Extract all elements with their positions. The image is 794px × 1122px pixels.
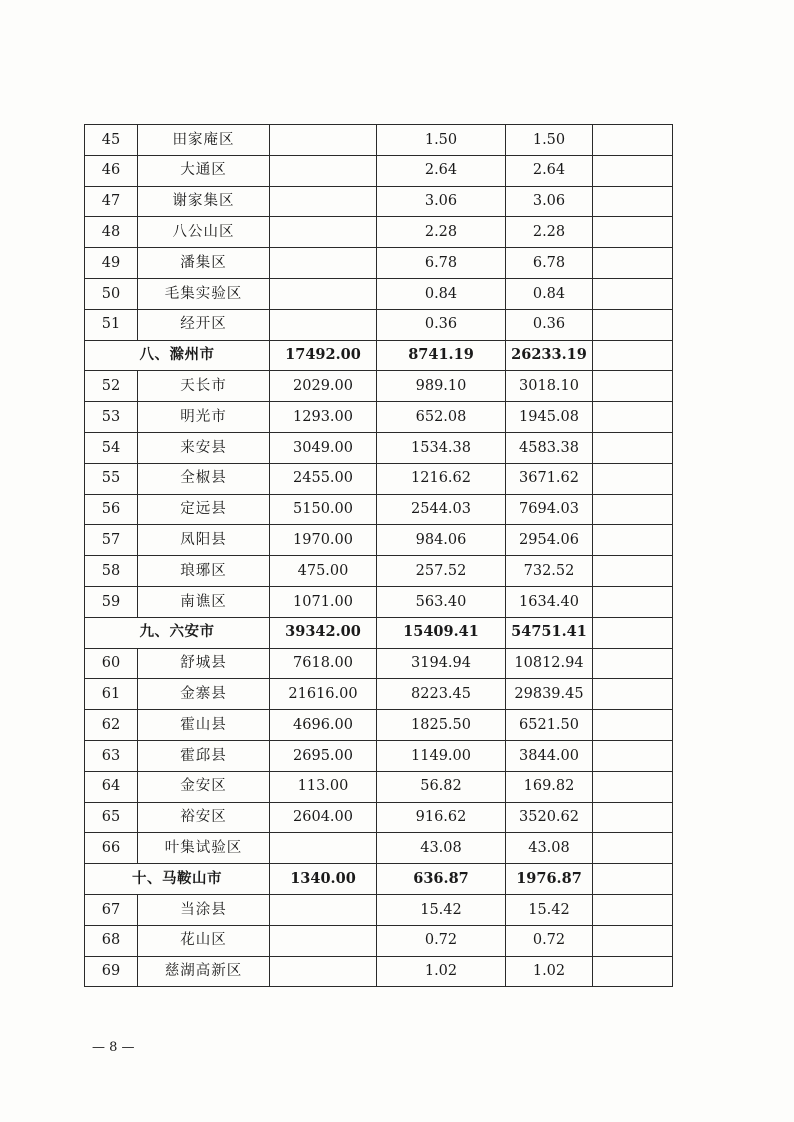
region-name-cell: 当涂县 <box>138 894 270 925</box>
row-number-cell: 51 <box>85 309 138 340</box>
region-name-cell: 南谯区 <box>138 586 270 617</box>
total-cell: 2.64 <box>506 155 593 186</box>
total-cell: 43.08 <box>506 833 593 864</box>
value-a-cell: 113.00 <box>270 771 377 802</box>
table-row <box>85 186 673 217</box>
group-name-cell: 九、六安市 <box>85 617 270 648</box>
value-b-cell: 8741.19 <box>377 340 506 371</box>
table-row <box>85 925 673 956</box>
remark-cell <box>593 494 673 525</box>
row-number-cell: 53 <box>85 402 138 433</box>
value-a-cell <box>270 833 377 864</box>
value-a-cell: 4696.00 <box>270 710 377 741</box>
value-a-cell <box>270 894 377 925</box>
total-cell: 1945.08 <box>506 402 593 433</box>
row-number-cell: 69 <box>85 956 138 987</box>
total-cell: 15.42 <box>506 894 593 925</box>
remark-cell <box>593 833 673 864</box>
remark-cell <box>593 432 673 463</box>
row-number-cell: 67 <box>85 894 138 925</box>
region-name-cell: 金安区 <box>138 771 270 802</box>
row-number-cell: 65 <box>85 802 138 833</box>
table-group-row <box>85 340 673 371</box>
value-a-cell <box>270 155 377 186</box>
region-name-cell: 经开区 <box>138 309 270 340</box>
remark-cell <box>593 217 673 248</box>
value-a-cell: 7618.00 <box>270 648 377 679</box>
remark-cell <box>593 155 673 186</box>
table-row <box>85 494 673 525</box>
value-a-cell: 2604.00 <box>270 802 377 833</box>
row-number-cell: 68 <box>85 925 138 956</box>
table-row <box>85 710 673 741</box>
value-a-cell: 1071.00 <box>270 586 377 617</box>
row-number-cell: 52 <box>85 371 138 402</box>
table-row <box>85 155 673 186</box>
row-number-cell: 60 <box>85 648 138 679</box>
remark-cell <box>593 894 673 925</box>
total-cell: 1976.87 <box>506 864 593 895</box>
table-row <box>85 248 673 279</box>
region-name-cell: 金寨县 <box>138 679 270 710</box>
value-b-cell: 2.64 <box>377 155 506 186</box>
remark-cell <box>593 309 673 340</box>
remark-cell <box>593 125 673 156</box>
region-name-cell: 凤阳县 <box>138 525 270 556</box>
row-number-cell: 46 <box>85 155 138 186</box>
value-a-cell: 2455.00 <box>270 463 377 494</box>
region-name-cell: 明光市 <box>138 402 270 433</box>
region-name-cell: 舒城县 <box>138 648 270 679</box>
remark-cell <box>593 679 673 710</box>
value-b-cell: 8223.45 <box>377 679 506 710</box>
total-cell: 2954.06 <box>506 525 593 556</box>
total-cell: 169.82 <box>506 771 593 802</box>
remark-cell <box>593 186 673 217</box>
value-b-cell: 56.82 <box>377 771 506 802</box>
row-number-cell: 64 <box>85 771 138 802</box>
row-number-cell: 59 <box>85 586 138 617</box>
value-b-cell: 1.02 <box>377 956 506 987</box>
value-b-cell: 2544.03 <box>377 494 506 525</box>
table-row <box>85 402 673 433</box>
remark-cell <box>593 648 673 679</box>
value-b-cell: 1534.38 <box>377 432 506 463</box>
value-b-cell: 652.08 <box>377 402 506 433</box>
value-a-cell: 2029.00 <box>270 371 377 402</box>
value-a-cell <box>270 217 377 248</box>
row-number-cell: 55 <box>85 463 138 494</box>
row-number-cell: 66 <box>85 833 138 864</box>
table-row <box>85 217 673 248</box>
total-cell: 7694.03 <box>506 494 593 525</box>
value-b-cell: 563.40 <box>377 586 506 617</box>
table-row <box>85 771 673 802</box>
table-row <box>85 956 673 987</box>
value-b-cell: 0.36 <box>377 309 506 340</box>
total-cell: 3671.62 <box>506 463 593 494</box>
total-cell: 3520.62 <box>506 802 593 833</box>
table-row <box>85 125 673 156</box>
remark-cell <box>593 864 673 895</box>
value-b-cell: 3.06 <box>377 186 506 217</box>
total-cell: 0.84 <box>506 278 593 309</box>
table-row <box>85 371 673 402</box>
table-row <box>85 740 673 771</box>
value-b-cell: 2.28 <box>377 217 506 248</box>
row-number-cell: 45 <box>85 125 138 156</box>
value-b-cell: 1825.50 <box>377 710 506 741</box>
table-row <box>85 833 673 864</box>
total-cell: 54751.41 <box>506 617 593 648</box>
value-b-cell: 989.10 <box>377 371 506 402</box>
row-number-cell: 58 <box>85 556 138 587</box>
value-a-cell: 1970.00 <box>270 525 377 556</box>
remark-cell <box>593 525 673 556</box>
region-name-cell: 大通区 <box>138 155 270 186</box>
value-b-cell: 916.62 <box>377 802 506 833</box>
value-a-cell <box>270 186 377 217</box>
value-b-cell: 3194.94 <box>377 648 506 679</box>
value-b-cell: 636.87 <box>377 864 506 895</box>
value-b-cell: 0.72 <box>377 925 506 956</box>
table-row <box>85 463 673 494</box>
region-name-cell: 八公山区 <box>138 217 270 248</box>
table-row <box>85 894 673 925</box>
value-a-cell <box>270 248 377 279</box>
value-b-cell: 43.08 <box>377 833 506 864</box>
total-cell: 6.78 <box>506 248 593 279</box>
region-name-cell: 琅琊区 <box>138 556 270 587</box>
value-a-cell <box>270 309 377 340</box>
region-name-cell: 天长市 <box>138 371 270 402</box>
row-number-cell: 49 <box>85 248 138 279</box>
value-b-cell: 984.06 <box>377 525 506 556</box>
row-number-cell: 57 <box>85 525 138 556</box>
row-number-cell: 47 <box>85 186 138 217</box>
value-a-cell: 39342.00 <box>270 617 377 648</box>
remark-cell <box>593 278 673 309</box>
row-number-cell: 61 <box>85 679 138 710</box>
value-a-cell <box>270 278 377 309</box>
table-row <box>85 648 673 679</box>
total-cell: 29839.45 <box>506 679 593 710</box>
region-name-cell: 叶集试验区 <box>138 833 270 864</box>
total-cell: 4583.38 <box>506 432 593 463</box>
total-cell: 26233.19 <box>506 340 593 371</box>
total-cell: 3018.10 <box>506 371 593 402</box>
remark-cell <box>593 402 673 433</box>
group-name-cell: 十、马鞍山市 <box>85 864 270 895</box>
table-row <box>85 586 673 617</box>
total-cell: 6521.50 <box>506 710 593 741</box>
row-number-cell: 56 <box>85 494 138 525</box>
total-cell: 0.36 <box>506 309 593 340</box>
total-cell: 1.50 <box>506 125 593 156</box>
value-a-cell: 1293.00 <box>270 402 377 433</box>
remark-cell <box>593 248 673 279</box>
total-cell: 732.52 <box>506 556 593 587</box>
value-b-cell: 15409.41 <box>377 617 506 648</box>
table-row <box>85 679 673 710</box>
total-cell: 1634.40 <box>506 586 593 617</box>
total-cell: 3.06 <box>506 186 593 217</box>
value-a-cell <box>270 956 377 987</box>
value-a-cell <box>270 925 377 956</box>
remark-cell <box>593 371 673 402</box>
page-number: — 8 — <box>92 1040 135 1055</box>
row-number-cell: 50 <box>85 278 138 309</box>
table-row <box>85 278 673 309</box>
table-group-row <box>85 864 673 895</box>
remark-cell <box>593 771 673 802</box>
row-number-cell: 62 <box>85 710 138 741</box>
total-cell: 2.28 <box>506 217 593 248</box>
value-a-cell: 17492.00 <box>270 340 377 371</box>
remark-cell <box>593 617 673 648</box>
value-a-cell <box>270 125 377 156</box>
region-name-cell: 谢家集区 <box>138 186 270 217</box>
allocation-table <box>84 124 673 987</box>
region-name-cell: 定远县 <box>138 494 270 525</box>
table-row <box>85 309 673 340</box>
region-name-cell: 花山区 <box>138 925 270 956</box>
total-cell: 1.02 <box>506 956 593 987</box>
group-name-cell: 八、滁州市 <box>85 340 270 371</box>
remark-cell <box>593 710 673 741</box>
row-number-cell: 63 <box>85 740 138 771</box>
remark-cell <box>593 463 673 494</box>
value-b-cell: 257.52 <box>377 556 506 587</box>
value-a-cell: 3049.00 <box>270 432 377 463</box>
table-row <box>85 556 673 587</box>
region-name-cell: 霍邱县 <box>138 740 270 771</box>
value-b-cell: 0.84 <box>377 278 506 309</box>
value-b-cell: 1149.00 <box>377 740 506 771</box>
row-number-cell: 54 <box>85 432 138 463</box>
total-cell: 10812.94 <box>506 648 593 679</box>
remark-cell <box>593 956 673 987</box>
region-name-cell: 潘集区 <box>138 248 270 279</box>
value-b-cell: 6.78 <box>377 248 506 279</box>
total-cell: 0.72 <box>506 925 593 956</box>
remark-cell <box>593 802 673 833</box>
remark-cell <box>593 925 673 956</box>
total-cell: 3844.00 <box>506 740 593 771</box>
table-row <box>85 432 673 463</box>
region-name-cell: 来安县 <box>138 432 270 463</box>
allocation-table-body <box>85 125 673 987</box>
value-a-cell: 2695.00 <box>270 740 377 771</box>
region-name-cell: 田家庵区 <box>138 125 270 156</box>
remark-cell <box>593 340 673 371</box>
value-a-cell: 1340.00 <box>270 864 377 895</box>
table-row <box>85 525 673 556</box>
region-name-cell: 霍山县 <box>138 710 270 741</box>
region-name-cell: 裕安区 <box>138 802 270 833</box>
value-a-cell: 5150.00 <box>270 494 377 525</box>
table-group-row <box>85 617 673 648</box>
value-a-cell: 475.00 <box>270 556 377 587</box>
value-b-cell: 1.50 <box>377 125 506 156</box>
value-b-cell: 1216.62 <box>377 463 506 494</box>
row-number-cell: 48 <box>85 217 138 248</box>
remark-cell <box>593 586 673 617</box>
value-a-cell: 21616.00 <box>270 679 377 710</box>
table-row <box>85 802 673 833</box>
region-name-cell: 全椒县 <box>138 463 270 494</box>
value-b-cell: 15.42 <box>377 894 506 925</box>
remark-cell <box>593 556 673 587</box>
region-name-cell: 慈湖高新区 <box>138 956 270 987</box>
region-name-cell: 毛集实验区 <box>138 278 270 309</box>
remark-cell <box>593 740 673 771</box>
